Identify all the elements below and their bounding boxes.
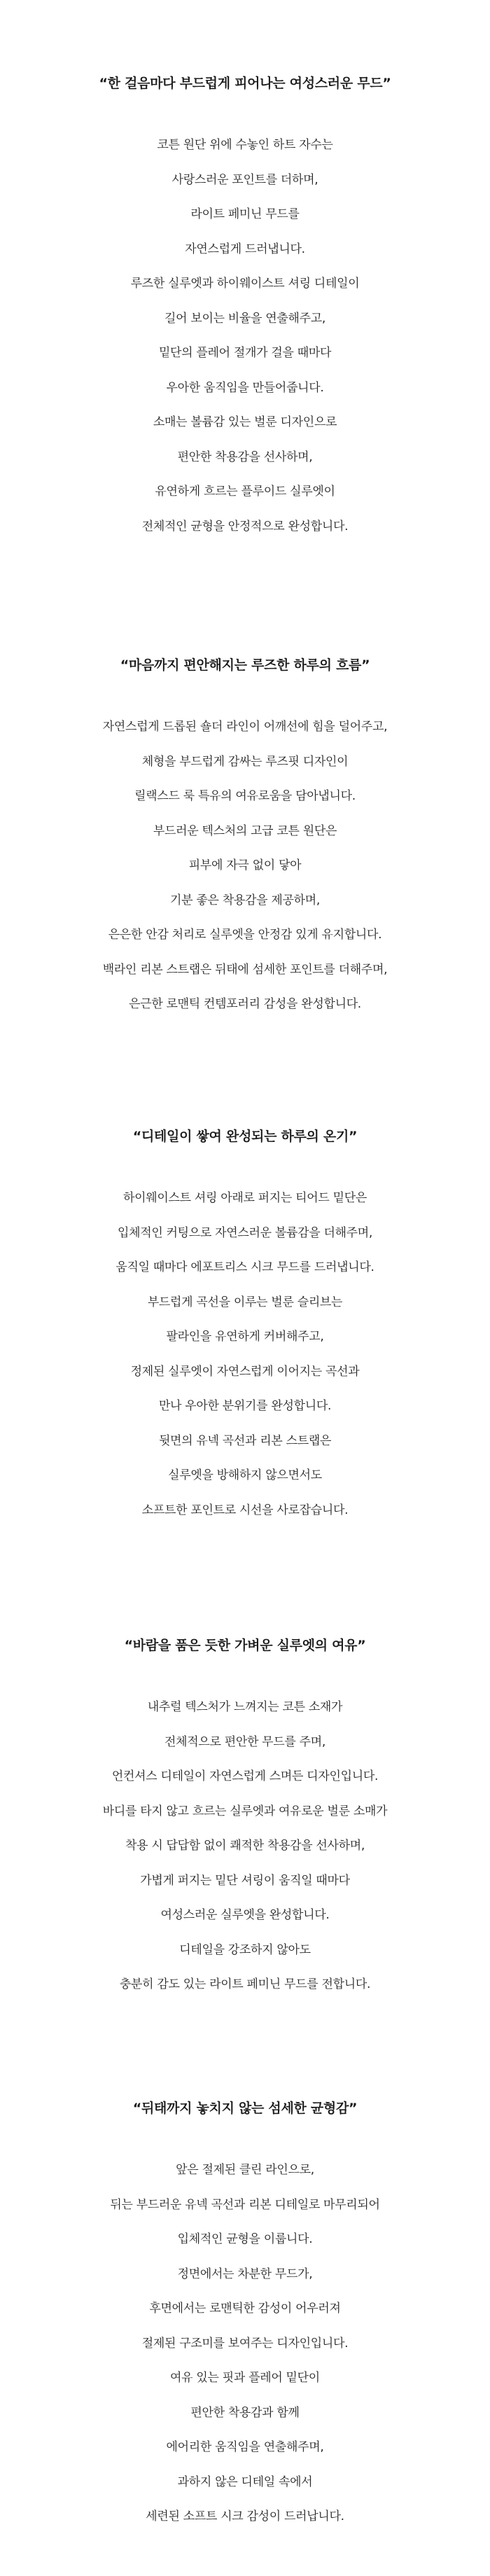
section-body <box>0 1690 490 2003</box>
body-line: 유연하게 흐르는 플루이드 실루엣이 <box>155 485 335 499</box>
body-line: 우아한 움직임을 만들어줍니다. <box>166 380 324 395</box>
body-line: 릴랙스드 룩 특유의 여유로움을 담아냅니다. <box>134 789 356 803</box>
body-line: 소프트한 포인트로 시선을 사로잡습니다. <box>141 1503 349 1517</box>
body-line: 편안한 착용감과 함께 <box>190 2405 300 2420</box>
body-line: 은은한 안감 처리로 실루엣을 안정감 있게 유지합니다. <box>108 928 382 942</box>
body-line: 자연스럽게 드러냅니다. <box>185 242 305 256</box>
body-line: 입체적인 커팅으로 자연스러운 볼륨감을 더해주며, <box>117 1225 373 1240</box>
description-section <box>0 75 490 544</box>
body-line: 은근한 로맨틱 컨템포러리 감성을 완성합니다. <box>129 997 361 1011</box>
body-line: 여유 있는 핏과 플레어 밑단이 <box>170 2371 320 2385</box>
body-line: 피부에 자극 없이 닿아 <box>188 858 302 872</box>
body-line: 착용 시 답답함 없이 쾌적한 착용감을 선사하며, <box>125 1839 365 1853</box>
body-line: 내추럴 텍스처가 느껴지는 코튼 소재가 <box>147 1700 343 1714</box>
body-line: 자연스럽게 드롭된 숄더 라인이 어깨선에 힘을 덜어주고, <box>102 720 388 734</box>
body-line: 부드럽게 곡선을 이루는 벌룬 슬리브는 <box>147 1295 343 1309</box>
body-line: 부드러운 텍스처의 고급 코튼 원단은 <box>153 823 337 838</box>
body-line: 전체적인 균형을 안정적으로 완성합니다. <box>141 519 349 534</box>
body-line: 앞은 절제된 클린 라인으로, <box>176 2163 314 2177</box>
body-line: 뒤는 부드러운 유넥 곡선과 리본 디테일로 마무리되어 <box>110 2197 380 2212</box>
section-title: “바람을 품은 듯한 가벼운 실루엣의 여유” <box>124 1638 366 1653</box>
body-line: 라이트 페미닌 무드를 <box>190 207 300 221</box>
body-line: 만나 우아한 분위기를 완성합니다. <box>158 1399 332 1413</box>
body-line: 디테일을 강조하지 않아도 <box>179 1942 311 1957</box>
body-line: 백라인 리본 스트랩은 뒤태에 섬세한 포인트를 더해주며, <box>102 962 388 977</box>
section-title: “뒤태까지 놓치지 않는 섬세한 균형감” <box>132 2101 358 2116</box>
body-line: 밑단의 플레어 절개가 걸을 때마다 <box>158 346 332 360</box>
body-line: 정제된 실루엣이 자연스럽게 이어지는 곡선과 <box>130 1364 360 1379</box>
body-line: 체형을 부드럽게 감싸는 루즈핏 디자인이 <box>141 754 349 769</box>
body-line: 길어 보이는 비율을 연출해주고, <box>164 311 326 326</box>
section-body <box>0 128 490 544</box>
body-line: 실루엣을 방해하지 않으면서도 <box>168 1468 322 1482</box>
description-section <box>0 1128 490 1528</box>
section-body <box>0 2153 490 2535</box>
section-title: “한 걸음마다 부드럽게 피어나는 여성스러운 무드” <box>99 76 391 91</box>
body-line: 후면에서는 로맨틱한 감성이 어우러져 <box>149 2302 341 2316</box>
body-line: 입체적인 균형을 이룹니다. <box>177 2232 313 2246</box>
section-title: “마음까지 편안해지는 루즈한 하루의 흐름” <box>120 657 370 673</box>
body-line: 정면에서는 차분한 무드가, <box>177 2267 313 2281</box>
body-line: 여성스러운 실루엣을 완성합니다. <box>160 1908 330 1922</box>
section-body <box>0 710 490 1022</box>
body-line: 충분히 감도 있는 라이트 페미닌 무드를 전합니다. <box>119 1977 371 1991</box>
body-line: 에어리한 움직임을 연출해주며, <box>166 2440 324 2454</box>
section-title: “디테일이 쌓여 완성되는 하루의 온기” <box>132 1129 358 1144</box>
body-line: 소매는 볼륨감 있는 벌룬 디자인으로 <box>153 415 337 429</box>
body-line: 사랑스러운 포인트를 더하며, <box>172 172 318 187</box>
body-line: 편안한 착용감을 선사하며, <box>177 450 313 464</box>
body-line: 바디를 타지 않고 흐르는 실루엣과 여유로운 벌룬 소매가 <box>102 1804 388 1818</box>
section-body <box>0 1181 490 1528</box>
body-line: 절제된 구조미를 보여주는 디자인입니다. <box>141 2336 349 2351</box>
body-line: 세련된 소프트 시크 감성이 드러납니다. <box>146 2509 344 2523</box>
body-line: 기분 좋은 착용감을 제공하며, <box>170 893 320 907</box>
description-section <box>0 1637 490 2003</box>
body-line: 움직일 때마다 에포트리스 시크 무드를 드러냅니다. <box>115 1260 374 1274</box>
body-line: 뒷면의 유넥 곡선과 리본 스트랩은 <box>158 1433 332 1448</box>
description-section <box>0 657 490 1022</box>
body-line: 전체적으로 편안한 무드를 주며, <box>164 1734 326 1749</box>
body-line: 팔라인을 유연하게 커버해주고, <box>166 1330 324 1344</box>
body-line: 가볍게 퍼지는 밑단 셔링이 움직일 때마다 <box>140 1873 350 1888</box>
body-line: 과하지 않은 디테일 속에서 <box>177 2474 313 2489</box>
description-section <box>0 2100 490 2535</box>
body-line: 루즈한 실루엣과 하이웨이스트 셔링 디테일이 <box>130 277 360 291</box>
body-line: 하이웨이스트 셔링 아래로 퍼지는 티어드 밑단은 <box>123 1191 367 1205</box>
body-line: 언컨셔스 디테일이 자연스럽게 스며든 디자인입니다. <box>111 1769 379 1783</box>
body-line: 코튼 원단 위에 수놓인 하트 자수는 <box>157 138 333 152</box>
